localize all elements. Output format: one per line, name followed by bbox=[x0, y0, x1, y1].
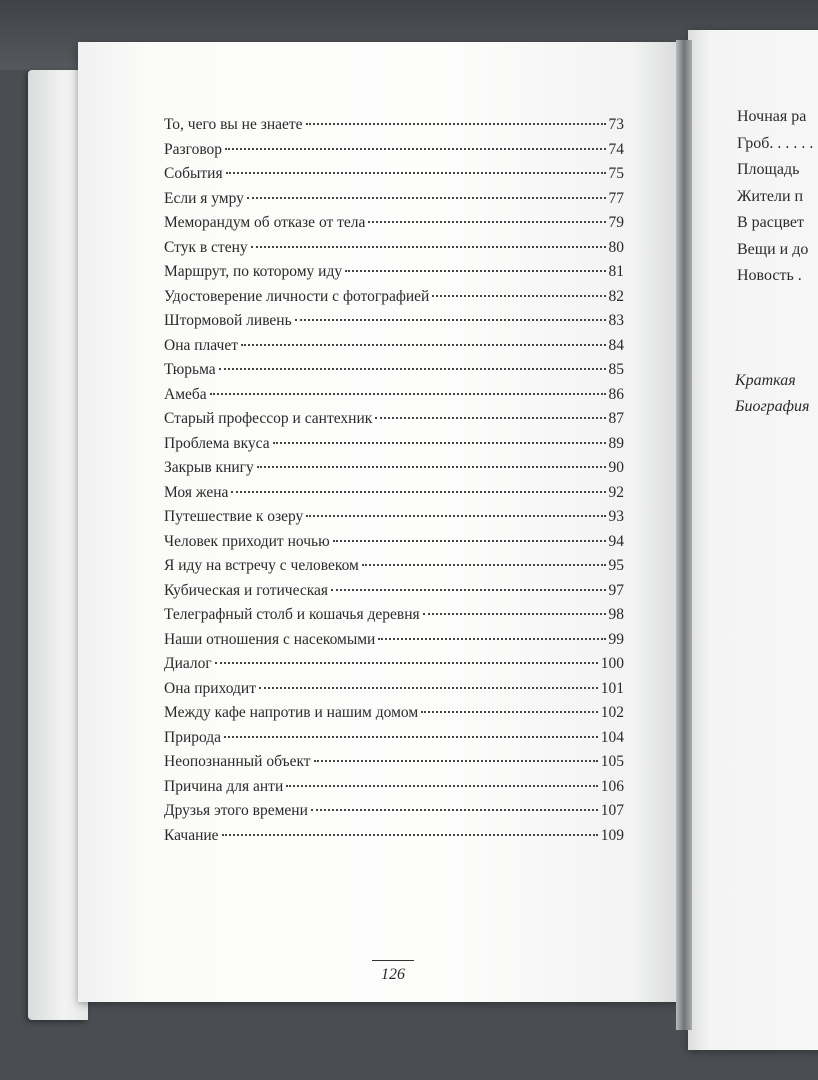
right-page-entry: Вещи и до bbox=[737, 240, 809, 258]
toc-entry-page: 73 bbox=[608, 116, 624, 133]
toc-leader-dots bbox=[375, 417, 605, 419]
toc-entry bbox=[164, 410, 624, 435]
toc-entry bbox=[164, 533, 624, 558]
toc-leader-dots bbox=[257, 466, 606, 468]
toc-entry bbox=[164, 435, 624, 460]
toc-entry bbox=[164, 337, 624, 362]
toc-entry bbox=[164, 508, 624, 533]
toc-entry-page: 79 bbox=[608, 214, 624, 231]
toc-entry-title: Диалог bbox=[164, 655, 212, 672]
toc-entry bbox=[164, 631, 624, 656]
toc-entry bbox=[164, 729, 624, 754]
toc-entry-title: Телеграфный столб и кошачья деревня bbox=[164, 606, 420, 623]
toc-entry-title: Закрыв книгу bbox=[164, 459, 254, 476]
toc-entry-title: Моя жена bbox=[164, 483, 229, 501]
toc-entry-title: События bbox=[164, 165, 223, 182]
toc-entry-title: Я иду на встречу с человеком bbox=[164, 557, 359, 574]
toc-entry-title: Стук в стену bbox=[164, 238, 248, 256]
right-page-entry: Новость . bbox=[737, 267, 802, 284]
toc-entry bbox=[164, 704, 624, 729]
toc-entry-title: Кубическая и готическая bbox=[164, 581, 329, 599]
toc-entry-page: 99 bbox=[608, 630, 624, 648]
right-page-italic-entry: Биография bbox=[735, 398, 810, 415]
toc-entry-page: 81 bbox=[608, 263, 624, 280]
toc-entry-title: Качание bbox=[164, 826, 219, 844]
toc-entry-title: Она приходит bbox=[164, 679, 257, 697]
toc-entry-page: 109 bbox=[600, 826, 624, 844]
toc-entry bbox=[164, 680, 624, 705]
toc-leader-dots bbox=[378, 638, 605, 640]
toc-entry-title: Старый профессор и сантехник bbox=[164, 410, 373, 427]
toc-entry-title: Причина для анти bbox=[164, 777, 284, 795]
toc-entry-title: Человек приходит ночью bbox=[164, 532, 330, 550]
toc-entry bbox=[164, 361, 624, 386]
toc-entry bbox=[164, 753, 624, 778]
toc-entry-page: 83 bbox=[608, 312, 624, 329]
toc-entry-page: 105 bbox=[600, 753, 624, 770]
toc-entry-page: 97 bbox=[608, 581, 624, 599]
right-page-entries bbox=[737, 108, 813, 294]
toc-entry-title: Между кафе напротив и нашим домом bbox=[164, 704, 419, 721]
toc-entry-page: 86 bbox=[608, 385, 624, 403]
toc-leader-dots bbox=[259, 687, 598, 689]
toc-entry bbox=[164, 190, 624, 215]
toc-entry-title: Удостоверение личности с фотографией bbox=[164, 287, 430, 305]
toc-leader-dots bbox=[421, 711, 598, 713]
toc-entry-page: 89 bbox=[608, 434, 624, 452]
toc-entry-title: Маршрут, по которому иду bbox=[164, 263, 343, 280]
toc-entry bbox=[164, 386, 624, 411]
toc-entry bbox=[164, 288, 624, 313]
toc-leader-dots bbox=[331, 589, 605, 591]
toc-leader-dots bbox=[362, 564, 606, 566]
toc-leader-dots bbox=[222, 834, 598, 836]
right-page-entry: Ночная ра bbox=[737, 108, 807, 125]
right-page-entry: Гроб. . . . . . bbox=[737, 134, 814, 152]
toc-entry-title: Проблема вкуса bbox=[164, 434, 270, 452]
toc-leader-dots bbox=[286, 785, 598, 787]
toc-leader-dots bbox=[333, 540, 606, 542]
toc-entry-title: Меморандум об отказе от тела bbox=[164, 214, 366, 231]
toc-entry-page: 74 bbox=[608, 140, 624, 158]
toc-entry-title: Наши отношения с насекомыми bbox=[164, 630, 376, 648]
toc-entry bbox=[164, 165, 624, 190]
toc-entry bbox=[164, 802, 624, 827]
right-page-italic-entry: Краткая bbox=[735, 372, 796, 389]
toc-leader-dots bbox=[423, 613, 606, 615]
toc-leader-dots bbox=[295, 319, 606, 321]
toc-leader-dots bbox=[306, 515, 605, 517]
toc-leader-dots bbox=[225, 148, 605, 150]
toc-leader-dots bbox=[247, 197, 606, 199]
toc-entry bbox=[164, 263, 624, 288]
toc-entry-page: 104 bbox=[600, 728, 624, 746]
toc-entry-page: 100 bbox=[600, 655, 624, 672]
toc-leader-dots bbox=[224, 736, 598, 738]
toc-entry-page: 101 bbox=[600, 679, 624, 697]
toc-entry-page: 98 bbox=[608, 606, 624, 623]
toc-entry bbox=[164, 116, 624, 141]
toc-entry-page: 95 bbox=[608, 557, 624, 574]
book-gutter bbox=[676, 40, 692, 1030]
toc-entry-page: 77 bbox=[608, 189, 624, 207]
toc-entry-title: Неопознанный объект bbox=[164, 753, 311, 770]
toc-entry-page: 92 bbox=[608, 483, 624, 501]
toc-entry-page: 107 bbox=[600, 802, 624, 819]
toc-entry-page: 94 bbox=[608, 532, 624, 550]
toc-leader-dots bbox=[215, 662, 598, 664]
toc-leader-dots bbox=[231, 491, 605, 493]
toc-entry-page: 82 bbox=[608, 287, 624, 305]
toc-entry-title: Штормовой ливень bbox=[164, 312, 292, 329]
toc-entry-page: 87 bbox=[608, 410, 624, 427]
toc-leader-dots bbox=[314, 760, 598, 762]
toc-leader-dots bbox=[219, 368, 606, 370]
toc-leader-dots bbox=[432, 295, 605, 297]
page-number-rule bbox=[372, 960, 414, 961]
toc-leader-dots bbox=[226, 172, 606, 174]
page-number: 126 bbox=[381, 966, 405, 983]
toc-entry bbox=[164, 459, 624, 484]
toc-entry bbox=[164, 312, 624, 337]
toc-entry-title: Разговор bbox=[164, 140, 223, 158]
toc-leader-dots bbox=[273, 442, 606, 444]
toc-entry bbox=[164, 582, 624, 607]
toc-entry-page: 106 bbox=[600, 777, 624, 795]
toc-entry-page: 75 bbox=[608, 165, 624, 182]
right-page-italic-entries bbox=[735, 372, 809, 424]
toc-leader-dots bbox=[306, 123, 606, 125]
toc-entry bbox=[164, 239, 624, 264]
right-page-entry: Жители п bbox=[737, 187, 804, 205]
toc-entry bbox=[164, 484, 624, 509]
toc-entry bbox=[164, 655, 624, 680]
toc-entry bbox=[164, 606, 624, 631]
toc-entry-title: Она плачет bbox=[164, 336, 238, 354]
toc-entry bbox=[164, 141, 624, 166]
toc-entry-title: Амеба bbox=[164, 385, 207, 403]
toc-entry-title: Природа bbox=[164, 728, 222, 746]
toc-leader-dots bbox=[251, 246, 606, 248]
toc-entry-page: 80 bbox=[608, 238, 624, 256]
toc-entry-page: 85 bbox=[608, 361, 624, 378]
right-page-entry: В расцвет bbox=[737, 214, 804, 231]
toc-leader-dots bbox=[345, 270, 605, 272]
toc-leader-dots bbox=[210, 393, 606, 395]
toc-entry-title: То, чего вы не знаете bbox=[164, 116, 303, 133]
table-of-contents bbox=[164, 116, 624, 851]
toc-entry-page: 84 bbox=[608, 336, 624, 354]
toc-entry-page: 90 bbox=[608, 459, 624, 476]
toc-entry-title: Тюрьма bbox=[164, 361, 216, 378]
toc-entry-title: Путешествие к озеру bbox=[164, 508, 304, 525]
toc-entry bbox=[164, 778, 624, 803]
toc-entry-page: 93 bbox=[608, 508, 624, 525]
toc-entry-page: 102 bbox=[600, 704, 624, 721]
right-page-entry: Площадь bbox=[737, 161, 800, 178]
toc-entry-title: Друзья этого времени bbox=[164, 802, 308, 819]
toc-entry-title: Если я умру bbox=[164, 189, 244, 207]
toc-leader-dots bbox=[311, 809, 598, 811]
toc-entry bbox=[164, 827, 624, 852]
toc-leader-dots bbox=[368, 221, 605, 223]
toc-entry bbox=[164, 557, 624, 582]
toc-leader-dots bbox=[241, 344, 606, 346]
toc-entry bbox=[164, 214, 624, 239]
